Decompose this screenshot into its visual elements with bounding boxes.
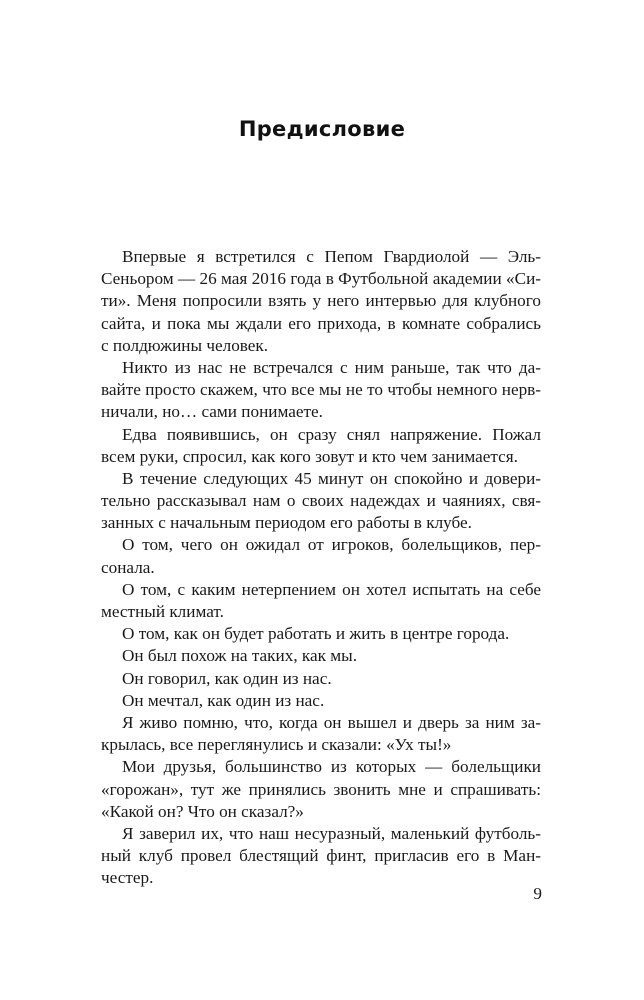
text-line: ничали, но… сами понимаете. (101, 402, 323, 422)
text-line: ный клуб провел блестящий финт, пригласив его в Ман- (101, 846, 541, 866)
text-line: всем руки, спросил, как кого зовут и кто чем занимается. (101, 446, 518, 466)
text-line: «Какой он? Что он сказал?» (101, 801, 304, 821)
text-line: крылась, все переглянулись и сказали: «Ух ты!» (101, 735, 452, 755)
text-line: Я заверил их, что наш несуразный, маленький футболь- (122, 823, 541, 843)
body-text (101, 246, 541, 889)
text-line: Едва появившись, он сразу снял напряжение. Пожал (122, 424, 541, 444)
text-line: Он мечтал, как один из нас. (122, 690, 325, 710)
text-line: честер. (101, 868, 154, 888)
text-line: Впервые я встретился с Пепом Гвардиолой — Эль- (122, 247, 541, 266)
text-line: Он был похож на таких, как мы. (122, 646, 358, 666)
text-line: Он говорил, как один из нас. (122, 668, 332, 688)
text-line: ти». Меня попросили взять у него интервью для клубного (101, 291, 541, 311)
text-line: занных с начальным периодом его работы в клубе. (101, 513, 472, 533)
text-line: В течение следующих 45 минут он спокойно и довери- (122, 468, 541, 488)
text-line: сонала. (101, 557, 155, 577)
chapter-title: Предисловие (238, 117, 406, 141)
text-line: вайте просто скажем, что все мы не то чтобы немного нерв- (101, 380, 541, 400)
text-line: местный климат. (101, 602, 224, 621)
text-line: тельно рассказывал нам о своих надеждах и чаяниях, свя- (101, 491, 541, 511)
text-line: О том, с каким нетерпением он хотел испытать на себе (122, 579, 541, 599)
text-line: Я живо помню, что, когда он вышел и дверь за ним за- (122, 712, 541, 732)
text-line: «горожан», тут же принялись звонить мне и спрашивать: (101, 779, 541, 799)
text-line: О том, как он будет работать и жить в центре города. (122, 624, 510, 644)
text-line: сайта, и пока мы ждали его прихода, в комнате собрались (101, 313, 541, 333)
text-line: с полдюжины человек. (101, 335, 269, 355)
text-line: О том, чего он ожидал от игроков, болельщиков, пер- (122, 535, 541, 555)
text-line: Сеньором — 26 мая 2016 года в Футбольной академии «Си- (101, 269, 541, 289)
text-line: Мои друзья, большинство из которых — болельщики (122, 757, 541, 777)
page-number: 9 (533, 884, 542, 903)
text-line: Никто из нас не встречался с ним раньше, так что да- (122, 357, 541, 377)
